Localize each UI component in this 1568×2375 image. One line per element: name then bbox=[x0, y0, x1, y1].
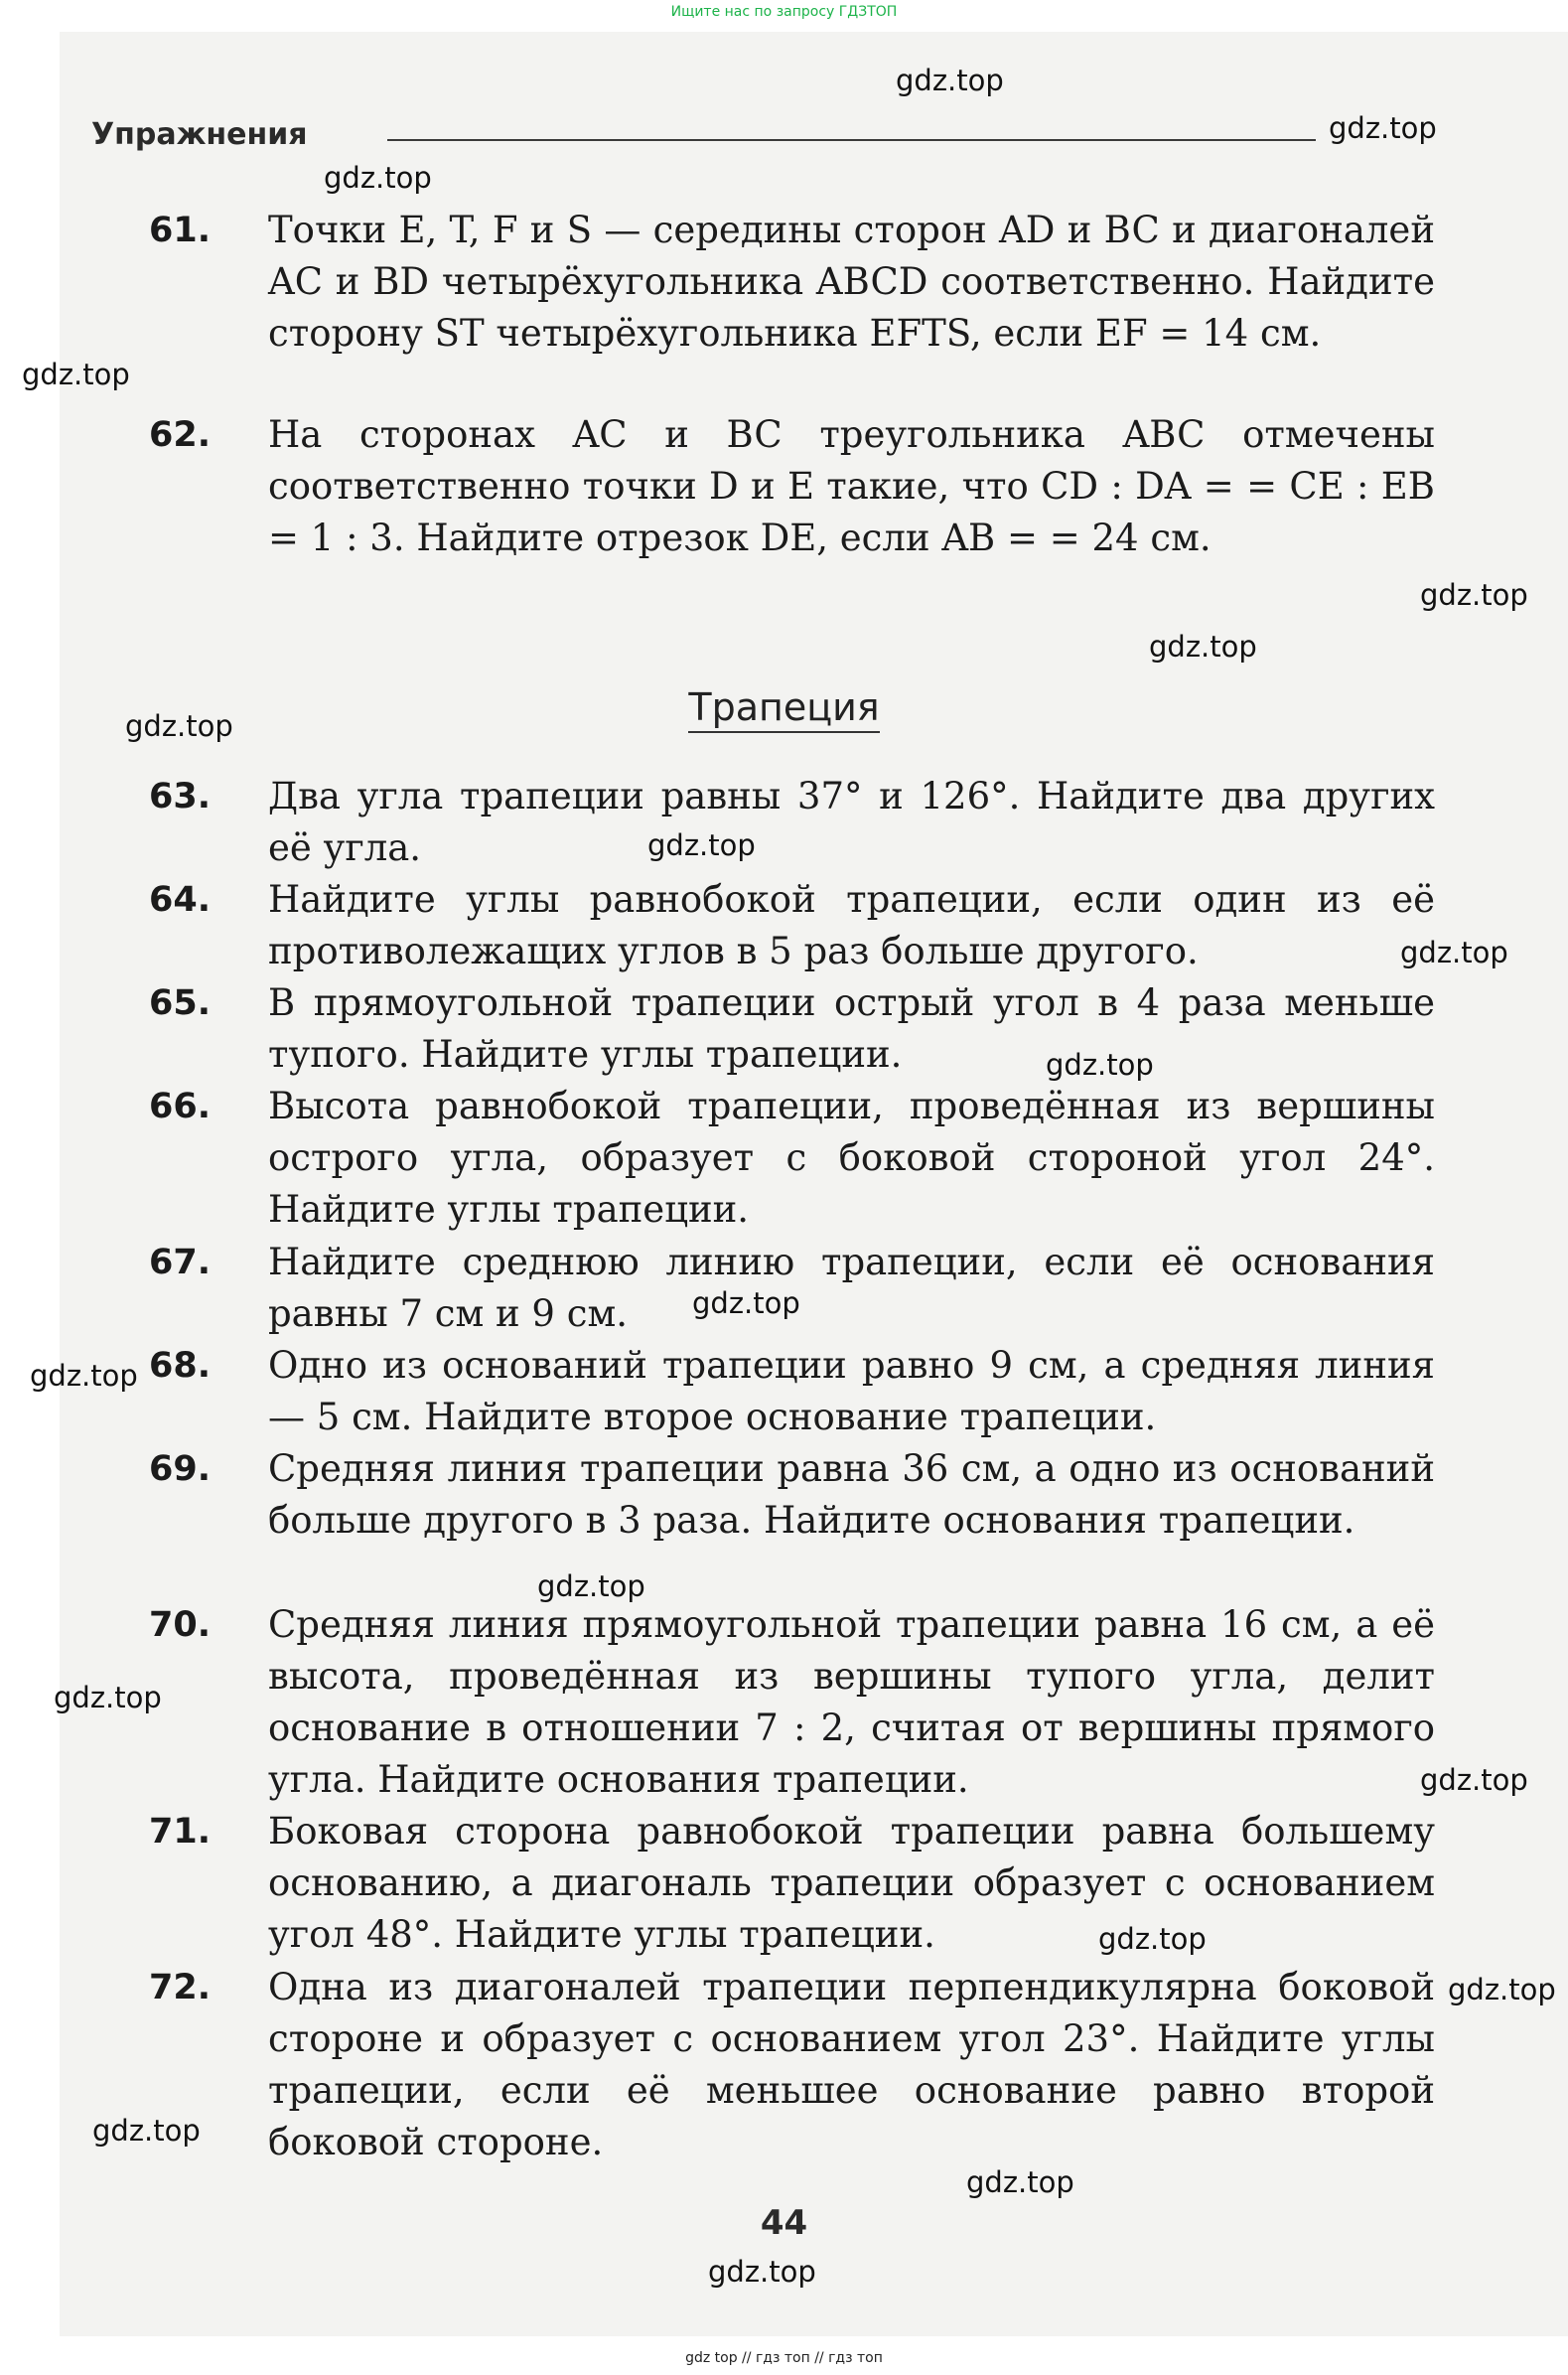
exercise-number: 61. bbox=[149, 211, 212, 250]
watermark: gdz.top bbox=[1400, 936, 1508, 969]
exercise-number: 66. bbox=[149, 1087, 212, 1126]
exercise-61 bbox=[149, 205, 1440, 360]
watermark: gdz.top bbox=[54, 1681, 162, 1714]
exercise-72 bbox=[149, 1962, 1440, 2168]
watermark: gdz.top bbox=[92, 2114, 201, 2148]
watermark: gdz.top bbox=[30, 1359, 138, 1393]
top-banner[interactable]: Ищите нас по запросу ГДЗТОП bbox=[670, 4, 898, 20]
exercise-text: Средняя линия трапеции равна 36 см, а одно из оснований больше другого в 3 раза. Найдите основания трапеции. bbox=[268, 1447, 1435, 1542]
exercise-65 bbox=[149, 977, 1440, 1081]
section-title bbox=[0, 685, 1568, 729]
exercise-71 bbox=[149, 1806, 1440, 1961]
exercise-text: Найдите среднюю линию трапеции, если её основания равны 7 см и 9 см. bbox=[268, 1241, 1435, 1335]
exercise-number: 69. bbox=[149, 1449, 212, 1489]
exercise-63 bbox=[149, 771, 1440, 874]
exercise-number: 62. bbox=[149, 415, 212, 455]
watermark: gdz.top bbox=[537, 1569, 645, 1603]
exercise-number: 70. bbox=[149, 1605, 212, 1645]
exercise-text: Точки E, T, F и S — середины сторон AD и BC и диагоналей AC и BD четырёхугольника ABCD соответственно. Найдите сторону ST четырёхугольника EFTS, если EF = 14 см. bbox=[268, 209, 1435, 355]
watermark: gdz.top bbox=[966, 2165, 1074, 2199]
exercise-number: 68. bbox=[149, 1346, 212, 1386]
exercise-number: 65. bbox=[149, 983, 212, 1023]
exercise-69 bbox=[149, 1443, 1440, 1547]
exercise-text: В прямоугольной трапеции острый угол в 4 раза меньше тупого. Найдите углы трапеции. bbox=[268, 981, 1435, 1076]
exercise-64 bbox=[149, 874, 1440, 977]
watermark: gdz.top bbox=[22, 358, 130, 391]
watermark: gdz.top bbox=[1329, 111, 1437, 145]
exercise-66 bbox=[149, 1081, 1440, 1236]
watermark: gdz.top bbox=[1420, 1763, 1528, 1797]
exercise-text: Два угла трапеции равны 37° и 126°. Найдите два других её угла. bbox=[268, 775, 1435, 869]
exercise-70 bbox=[149, 1599, 1440, 1806]
section-title-text: Трапеция bbox=[688, 685, 879, 733]
exercise-62 bbox=[149, 409, 1440, 564]
watermark: gdz.top bbox=[647, 828, 756, 862]
watermark: gdz.top bbox=[1046, 1048, 1154, 1082]
exercise-text: Найдите углы равнобокой трапеции, если один из её противолежащих углов в 5 раз больше другого. bbox=[268, 878, 1435, 972]
watermark: gdz.top bbox=[1448, 1973, 1556, 2006]
exercise-number: 71. bbox=[149, 1812, 212, 1852]
watermark: gdz.top bbox=[1098, 1922, 1207, 1956]
exercise-text: Боковая сторона равнобокой трапеции равна большему основанию, а диагональ трапеции образует с основанием угол 48°. Найдите углы трапеции. bbox=[268, 1810, 1435, 1956]
watermark: gdz.top bbox=[1149, 630, 1257, 664]
exercise-68 bbox=[149, 1340, 1440, 1443]
watermark: gdz.top bbox=[692, 1286, 800, 1320]
watermark: gdz.top bbox=[125, 709, 233, 743]
watermark: gdz.top bbox=[324, 161, 432, 195]
watermark: gdz.top bbox=[896, 64, 1004, 97]
exercise-number: 63. bbox=[149, 777, 212, 816]
exercise-text: Одно из оснований трапеции равно 9 см, а средняя линия — 5 см. Найдите второе основание трапеции. bbox=[268, 1344, 1435, 1438]
exercise-number: 72. bbox=[149, 1968, 212, 2007]
page-header: Упражнения bbox=[91, 117, 308, 152]
watermark: gdz.top bbox=[1420, 578, 1528, 612]
exercise-number: 64. bbox=[149, 880, 212, 920]
exercise-number: 67. bbox=[149, 1243, 212, 1282]
page-number: 44 bbox=[760, 2203, 808, 2243]
header-rule bbox=[387, 139, 1316, 141]
exercise-text: Средняя линия прямоугольной трапеции равна 16 см, а её высота, проведённая из вершины тупого угла, делит основание в отношении 7 : 2, считая от вершины прямого угла. Найдите основания трапеции. bbox=[268, 1603, 1435, 1801]
exercise-text: Одна из диагоналей трапеции перпендикулярна боковой стороне и образует с основанием угол 23°. Найдите углы трапеции, если её меньшее основание равно второй боковой стороне. bbox=[268, 1966, 1435, 2163]
bottom-footer[interactable]: gdz top // гдз топ // гдз топ bbox=[685, 2350, 883, 2366]
exercise-text: На сторонах AC и BC треугольника ABC отмечены соответственно точки D и E такие, что CD : DA = = CE : EB = 1 : 3. Найдите отрезок DE, если AB = = 24 см. bbox=[268, 413, 1435, 559]
watermark: gdz.top bbox=[708, 2255, 816, 2289]
exercise-text: Высота равнобокой трапеции, проведённая из вершины острого угла, образует с боковой стороной угол 24°. Найдите углы трапеции. bbox=[268, 1085, 1435, 1231]
